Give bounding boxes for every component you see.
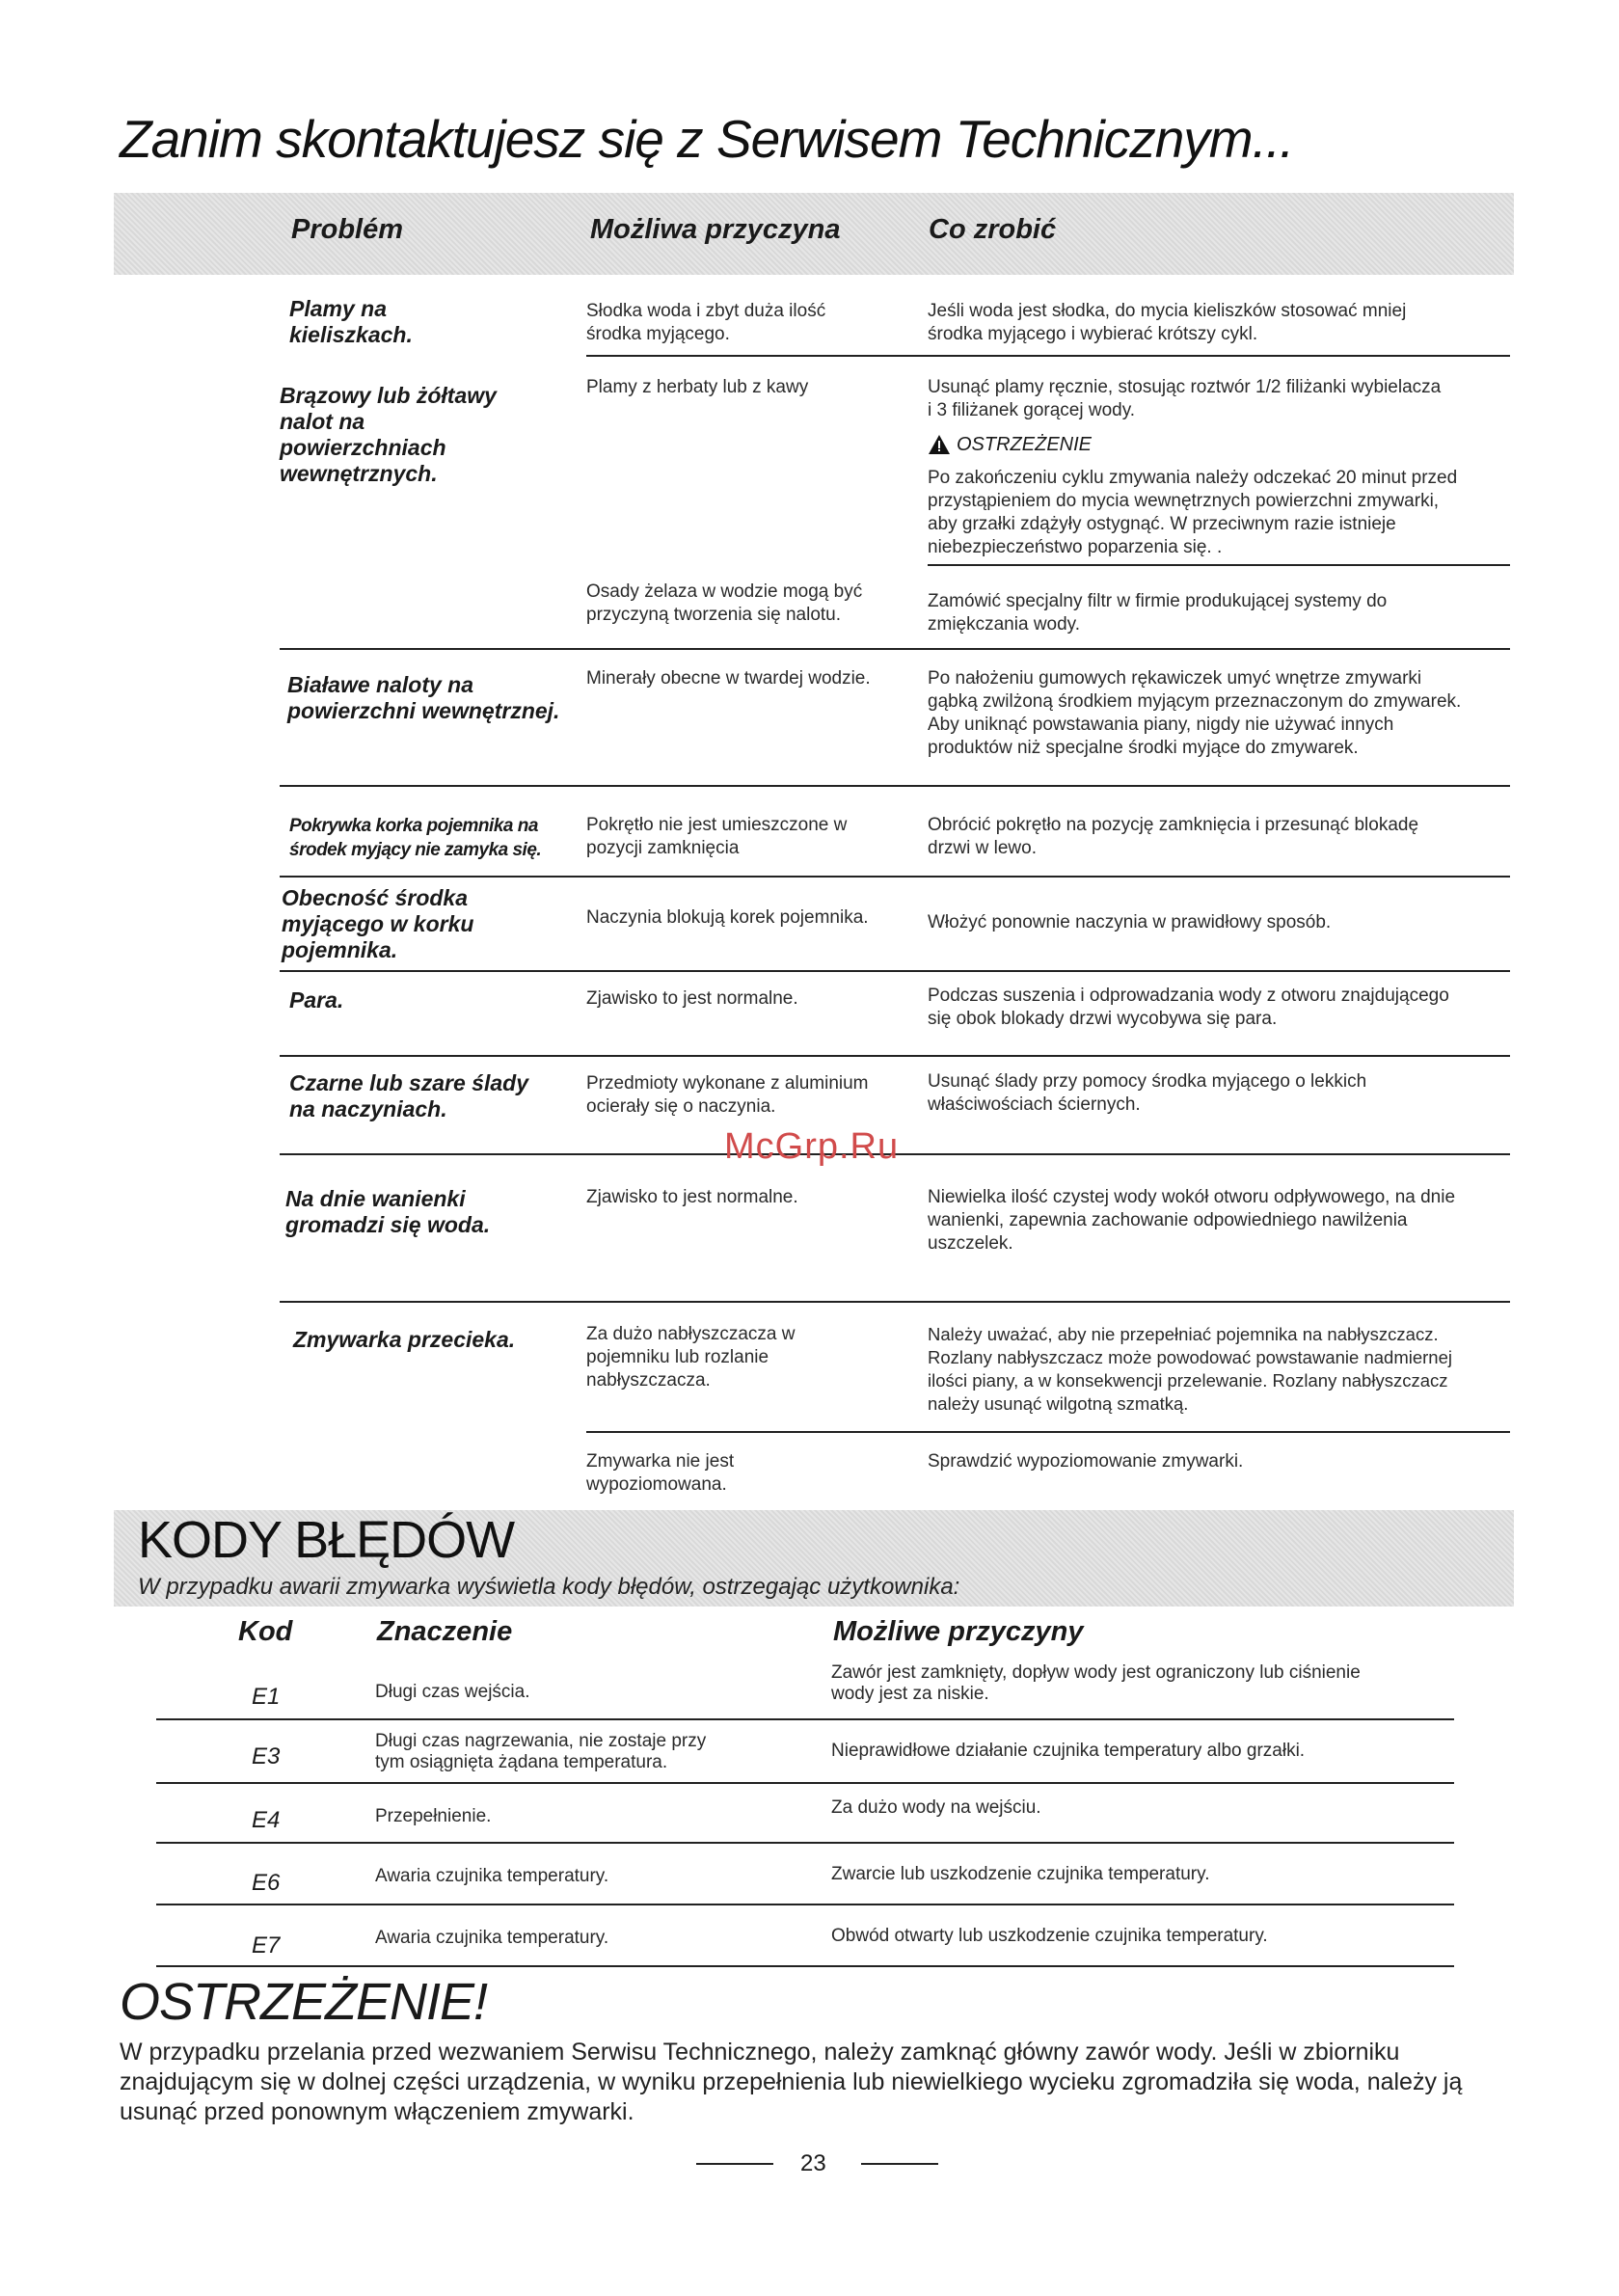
header-solution: Co zrobić (929, 214, 1057, 245)
cause-text: Przedmioty wykonane z aluminium ocierały się o naczynia. (586, 1073, 869, 1117)
row-divider (156, 1782, 1454, 1784)
error-reason: Zawór jest zamknięty, dopływ wody jest ograniczony lub ciśnienie wody jest za niskie. (831, 1662, 1361, 1704)
error-code: E6 (252, 1870, 281, 1896)
cause-text: Zjawisko to jest normalne. (586, 1187, 798, 1207)
cause-text: Słodka woda i zbyt duża ilość środka myjącego. (586, 301, 826, 344)
cause-text: Naczynia blokują korek pojemnika. (586, 907, 869, 928)
error-code: E7 (252, 1932, 281, 1958)
header-code: Kod (238, 1616, 293, 1647)
warning-triangle-icon (928, 434, 951, 455)
problem-text: Czarne lub szare ślady na naczyniach. (289, 1070, 528, 1121)
row-divider (156, 1842, 1454, 1844)
page-number: 23 (800, 2150, 826, 2176)
error-codes-subtitle: W przypadku awarii zmywarka wyświetla kody błędów, ostrzegając użytkownika: (138, 1574, 960, 1600)
solution-text: Włożyć ponownie naczynia w prawidłowy sposób. (928, 912, 1332, 932)
problem-text: Białawe naloty na powierzchni wewnętrznej. (287, 672, 560, 723)
problem-text: Brązowy lub żółtawy nalot na powierzchniach wewnętrznych. (280, 383, 497, 486)
cause-text: Plamy z herbaty lub z kawy (586, 377, 809, 397)
error-meaning: Awaria czujnika temperatury. (375, 1928, 609, 1948)
error-code: E4 (252, 1807, 281, 1833)
page-title: Zanim skontaktujesz się z Serwisem Technicznym... (120, 109, 1294, 169)
solution-text: Obrócić pokrętło na pozycję zamknięcia i przesunąć blokadę drzwi w lewo. (928, 815, 1419, 858)
problem-text: Para. (289, 987, 344, 1013)
warning-text: Po zakończeniu cyklu zmywania należy odczekać 20 minut przed przystąpieniem do mycia wewnętrznych powierzchni zmywarki, aby grzałki zdążyły ostygnąć. W przeciwnym razie istnieje niebezpieczeństwo poparzenia się. . (928, 468, 1458, 557)
error-codes-title: KODY BŁĘDÓW (138, 1511, 515, 1569)
cause-text: Osady żelaza w wodzie mogą być przyczyną tworzenia się nalotu. (586, 581, 863, 625)
error-code: E3 (252, 1743, 281, 1769)
header-cause: Możliwa przyczyna (590, 214, 841, 245)
row-divider (280, 648, 1510, 650)
solution-text: Zamówić specjalny filtr w firmie produkującej systemy do zmiękczania wody. (928, 591, 1388, 635)
row-divider (280, 876, 1510, 878)
error-reason: Nieprawidłowe działanie czujnika temperatury albo grzałki. (831, 1741, 1306, 1761)
row-divider (280, 1055, 1510, 1057)
cause-text: Pokrętło nie jest umieszczone w pozycji zamknięcia (586, 815, 848, 858)
warning-title: OSTRZEŻENIE! (120, 1973, 488, 2031)
page-number-rule-left (696, 2163, 773, 2165)
row-divider (280, 1301, 1510, 1303)
error-reason: Obwód otwarty lub uszkodzenie czujnika temperatury. (831, 1926, 1268, 1946)
error-meaning: Przepełnienie. (375, 1806, 492, 1826)
error-reason: Zwarcie lub uszkodzenie czujnika temperatury. (831, 1864, 1210, 1884)
problem-text: Zmywarka przecieka. (293, 1327, 516, 1352)
row-divider (280, 970, 1510, 972)
page-number-rule-right (861, 2163, 938, 2165)
row-divider (586, 1431, 1510, 1433)
solution-text: Sprawdzić wypoziomowanie zmywarki. (928, 1451, 1244, 1472)
solution-text: Podczas suszenia i odprowadzania wody z otworu znajdującego się obok blokady drzwi wycobywa się para. (928, 986, 1449, 1029)
problem-text: Obecność środka myjącego w korku pojemnika. (282, 885, 474, 962)
cause-text: Minerały obecne w twardej wodzie. (586, 668, 871, 689)
row-divider (156, 1965, 1454, 1967)
solution-text: Po nałożeniu gumowych rękawiczek umyć wnętrze zmywarki gąbką zwilżoną środkiem myjącym przeznaczonym do zmywarek. Aby uniknąć powstawania piany, nigdy nie używać innych produktów niż specjalne środki myjące do zmywarek. (928, 668, 1462, 758)
problem-text: Plamy na kieliszkach. (289, 296, 413, 347)
row-divider (586, 355, 1510, 357)
warning-label: OSTRZEŻENIE (957, 434, 1093, 455)
problem-text: Na dnie wanienki gromadzi się woda. (285, 1186, 491, 1237)
cause-text: Zmywarka nie jest wypoziomowana. (586, 1451, 735, 1495)
header-reasons: Możliwe przyczyny (833, 1616, 1084, 1647)
error-code: E1 (252, 1684, 281, 1710)
problem-text: Pokrywka korka pojemnika na środek myjący nie zamyka się. (289, 816, 542, 860)
header-meaning: Znaczenie (377, 1616, 513, 1647)
row-divider (156, 1904, 1454, 1905)
cause-text: Za dużo nabłyszczacza w pojemniku lub rozlanie nabłyszczacza. (586, 1324, 796, 1391)
error-meaning: Awaria czujnika temperatury. (375, 1866, 609, 1886)
solution-text: Niewielka ilość czystej wody wokół otworu odpływowego, na dnie wanienki, zapewnia zachowanie odpowiedniego nawilżenia uszczelek. (928, 1187, 1456, 1254)
cause-text: Zjawisko to jest normalne. (586, 988, 798, 1009)
solution-text: Usunąć ślady przy pomocy środka myjącego o lekkich właściwościach ściernych. (928, 1071, 1367, 1115)
row-divider (156, 1718, 1454, 1720)
warning-text: W przypadku przelania przed wezwaniem Serwisu Technicznego, należy zamknąć główny zawór wody. Jeśli w zbiorniku znajdującym się w dolnej części urządzenia, w wyniku przepełnienia lub niewielkiego wycieku zgromadziła się woda, należy ją usunąć przed ponownym włączeniem zmywarki. (120, 2039, 1463, 2125)
row-divider (928, 564, 1510, 566)
header-problem: Problém (291, 214, 404, 245)
error-meaning: Długi czas wejścia. (375, 1682, 530, 1702)
watermark: McGrp.Ru (724, 1126, 900, 1167)
row-divider (280, 785, 1510, 787)
solution-text: Należy uważać, aby nie przepełniać pojemnika na nabłyszczacz. Rozlany nabłyszczacz może powodować powstawanie nadmiernej ilości piany, a w konsekwencji przelewanie. Rozlany nabłyszczacz należy usunąć wilgotną szmatką. (928, 1324, 1452, 1414)
solution-text: Jeśli woda jest słodka, do mycia kieliszków stosować mniej środka myjącego i wybierać krótszy cykl. (928, 301, 1407, 344)
solution-text: Usunąć plamy ręcznie, stosując roztwór 1/2 filiżanki wybielacza i 3 filiżanek gorącej wody. (928, 377, 1442, 420)
error-reason: Za dużo wody na wejściu. (831, 1797, 1041, 1818)
error-meaning: Długi czas nagrzewania, nie zostaje przy tym osiągnięta żądana temperatura. (375, 1731, 707, 1772)
